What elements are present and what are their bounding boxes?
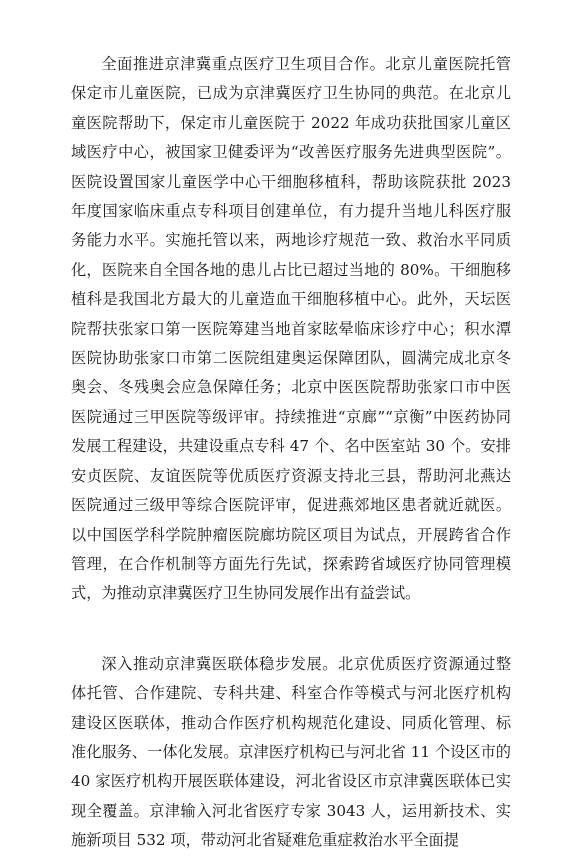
paragraph-medical-consortium-development: 深入推动京津冀医联体稳步发展。北京优质医疗资源通过整体托管、合作建院、专科共建、科室合作等模式与河北医疗机构建设区医联体，推动合作医疗机构规范化建设、同质化管理、标准化服务、一体化发展。京津医疗机构已与河北省 11 个设区市的 40 家医疗机构开展医联体建设，河北省设区市京津冀医联体已实现全覆盖。京津输入河北省医疗专家 3043 人，运用新技术、实施新项目 532 项，带动河北省疑难危重症救治水平全面提: [71, 654, 511, 850]
paragraph-medical-projects-cooperation: 全面推进京津冀重点医疗卫生项目合作。北京儿童医院托管保定市儿童医院，已成为京津冀医疗卫生协同的典范。在北京儿童医院帮助下，保定市儿童医院于 2022 年成功获批国家儿童区域医疗中心，被国家卫健委评为“改善医疗服务先进典型医院”。医院设置国家儿童医学中心干细胞移植科，帮助该院获批 2023 年度国家临床重点专科项目创建单位，有力提升当地儿科医疗服务能力水平。实施托管以来，两地诊疗规范一致、救治水平同质化，医院来自全国各地的患儿占比已超过当地的 80%。干细胞移植科是我国北方最大的儿童造血干细胞移植中心。此外，天坛医院帮扶张家口第一医院筹建当地首家眩晕临床诊疗中心；积水潭医院协助张家口市第二医院组建奥运保障团队，圆满完成北京冬奥会、冬残奥会应急保障任务；北京中医医院帮助张家口市中医医院通过三甲医院等级评审。持续推进“京廊”“京衡”中医药协同发展工程建设，共建设重点专科 47 个、名中医室站 30 个。安排安贞医院、友谊医院等优质医疗资源支持北三县，帮助河北燕达医院通过三级甲等综合医院评审，促进燕郊地区患者就近就医。以中国医学科学院肿瘤医院廊坊院区项目为试点，开展跨省合作管理，在合作机制等方面先行先试，探索跨省域医疗协同管理模式，为推动京津冀医疗卫生协同发展作出有益尝试。: [71, 55, 511, 603]
document-page: [71, 50, 511, 856]
